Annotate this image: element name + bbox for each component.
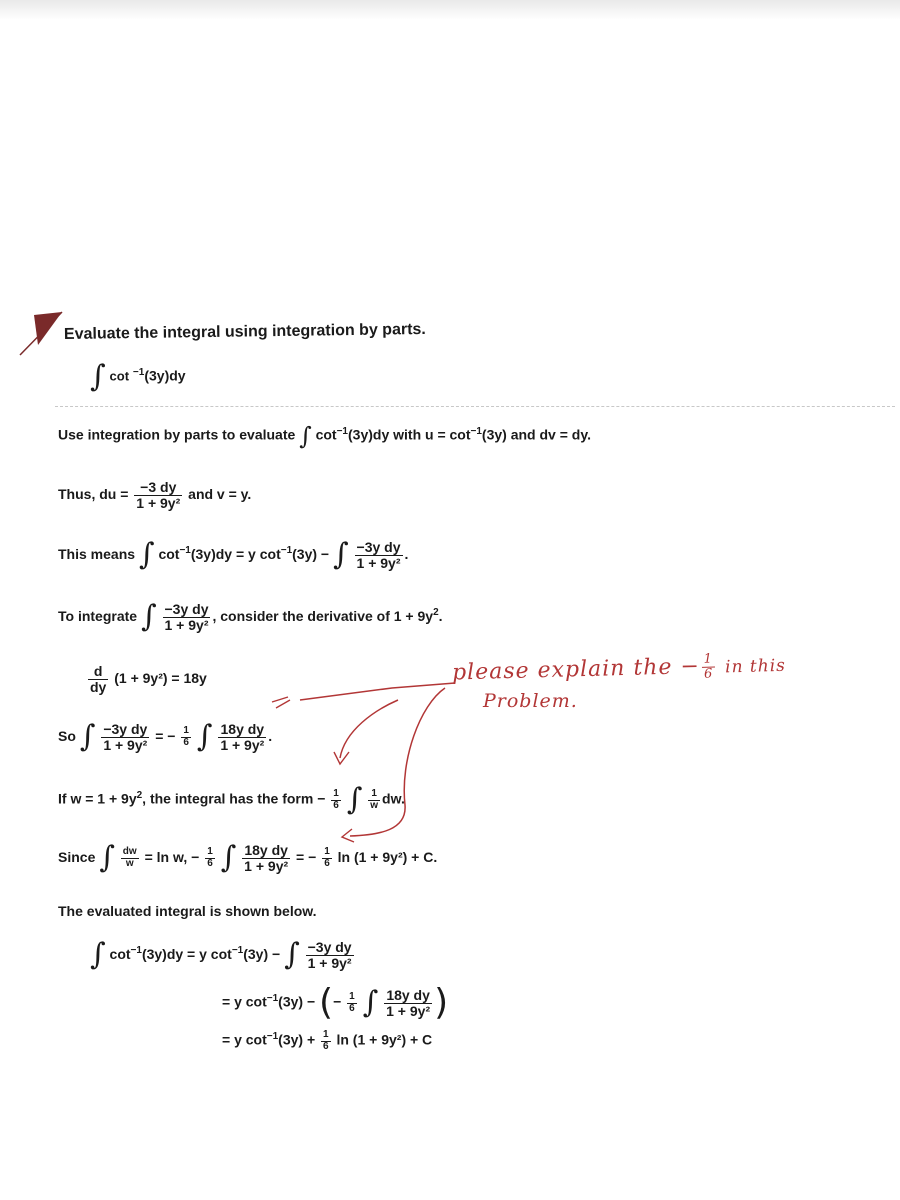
integral-sign: ∫ [99, 840, 115, 876]
fraction: $\frac{-3 dy}{\text{1 + 9y²}}$ [136, 479, 181, 511]
step-derivative: $\frac{d}{dy}$ (1 + 9y²) = 18y [90, 663, 207, 695]
step-since: Since ∫ $\frac{dw}{w}$ = ln w, − $\frac{1}{6}$ ∫ $\frac{\text{18y dy}}{\text{1 + 9y²}}$ = − $\frac{1}{6}$ ln (1 + 9y²) + C. [58, 840, 438, 876]
step-ibp-setup: Use integration by parts to evaluate ∫ $\cot^{-1}(3y)dy$ with $u = \cot^{-1}(3y)$ and dv = dy. [58, 422, 591, 450]
problem-integral: ∫ cot $^{-1}$(3y)dy [90, 359, 186, 394]
final-row-3: = y $\cot^{-1}(3y)$ + $\frac{1}{6}$ ln (1 + 9y²) + C [222, 1029, 433, 1052]
integral-sign: ∫ [362, 985, 379, 1020]
dw-over-w-fraction: $\frac{dw}{w}$ [122, 846, 137, 869]
integral-sign: ∫ [90, 937, 106, 973]
fraction: $\frac{\text{18y dy}}{\text{1 + 9y²}}$ [220, 721, 265, 753]
fraction: $\frac{\text{18y dy}}{\text{1 + 9y²}}$ [244, 842, 289, 874]
integral-sign: ∫ [220, 840, 237, 876]
integral-sign: ∫ [196, 719, 213, 755]
integral-sign: ∫ [140, 599, 157, 635]
final-row-1: ∫ $\cot^{-1}(3y)dy = y$ $\cot^{-1}(3y)$ − ∫ $\frac{\text{−3y dy}}{\text{1 + 9y²}}$ [90, 937, 352, 973]
fraction: $\frac{\text{−3y dy}}{\text{1 + 9y²}}$ [164, 601, 209, 633]
handwritten-problem: Problem. [483, 690, 578, 712]
integral-sign: ∫ [346, 782, 363, 817]
derivative-operator: $\frac{d}{dy}$ [90, 663, 107, 695]
integral-sign: ∫ [299, 422, 312, 450]
final-row-2: = y $\cot^{-1}(3y)$ − (− $\frac{1}{6}$ ∫ $\frac{\text{18y dy}}{\text{1 + 9y²}}$ ) [222, 982, 449, 1023]
one-sixth-fraction: $\frac{1}{6}$ [349, 991, 355, 1014]
step-this-means: This means ∫ $\cot^{-1}(3y)dy = y$ $\cot^{-1}(3y)$ − ∫ $\frac{\text{−3y dy}}{\text{1 + 9y²}}$ . [58, 537, 409, 573]
divider [55, 406, 895, 407]
one-sixth-fraction: $\frac{1}{6}$ [333, 788, 339, 811]
integral-sign: ∫ [90, 359, 106, 394]
step-to-integrate: To integrate ∫ $\frac{\text{−3y dy}}{\text{1 + 9y²}}$ , consider the derivative of $1 + 9y^2$. [58, 599, 443, 635]
one-sixth-fraction: $\frac{1}{6}$ [183, 725, 189, 748]
step-final-intro: The evaluated integral is shown below. [58, 903, 317, 919]
fraction: $\frac{\text{−3y dy}}{\text{1 + 9y²}}$ [103, 721, 148, 753]
handwritten-question: please explain the − $\frac{1}{6}$ in this [451, 651, 787, 686]
fraction: $\frac{\text{−3y dy}}{\text{1 + 9y²}}$ [356, 539, 401, 571]
one-sixth-fraction: $\frac{1}{6}$ [207, 846, 213, 869]
open-paren: ( [319, 982, 334, 1023]
integral-sign: ∫ [333, 537, 349, 573]
handwritten-fraction: $\frac{1}{6}$ [703, 651, 714, 682]
integral-sign: ∫ [284, 937, 300, 973]
step-substitution: If $w = 1 + 9y^2$, the integral has the form − $\frac{1}{6}$ ∫ $\frac{1}{w}$ dw. [58, 782, 405, 817]
fraction: $\frac{\text{18y dy}}{\text{1 + 9y²}}$ [386, 986, 431, 1019]
integral-sign: ∫ [138, 537, 155, 573]
annotation-arrow-left-head [272, 697, 290, 708]
fraction: $\frac{\text{−3y dy}}{\text{1 + 9y²}}$ [307, 939, 352, 971]
integral-sign: ∫ [79, 719, 96, 755]
step-so: So ∫ $\frac{\text{−3y dy}}{\text{1 + 9y²}}$ = − $\frac{1}{6}$ ∫ $\frac{\text{18y dy}}{\text{1 + 9y²}}$ . [58, 719, 273, 755]
one-sixth-fraction: $\frac{1}{6}$ [323, 1029, 329, 1052]
one-over-w-fraction: $\frac{1}{w}$ [370, 788, 379, 811]
annotation-arrow-down [340, 700, 398, 758]
close-paren: ) [434, 982, 449, 1023]
problem-title: Evaluate the integral using integration by parts. [63, 320, 426, 343]
annotation-arrow-left [300, 683, 455, 700]
one-sixth-fraction: $\frac{1}{6}$ [324, 846, 330, 869]
step-du-v: Thus, du = $\frac{-3 dy}{\text{1 + 9y²}}$ and v = y. [58, 479, 252, 511]
